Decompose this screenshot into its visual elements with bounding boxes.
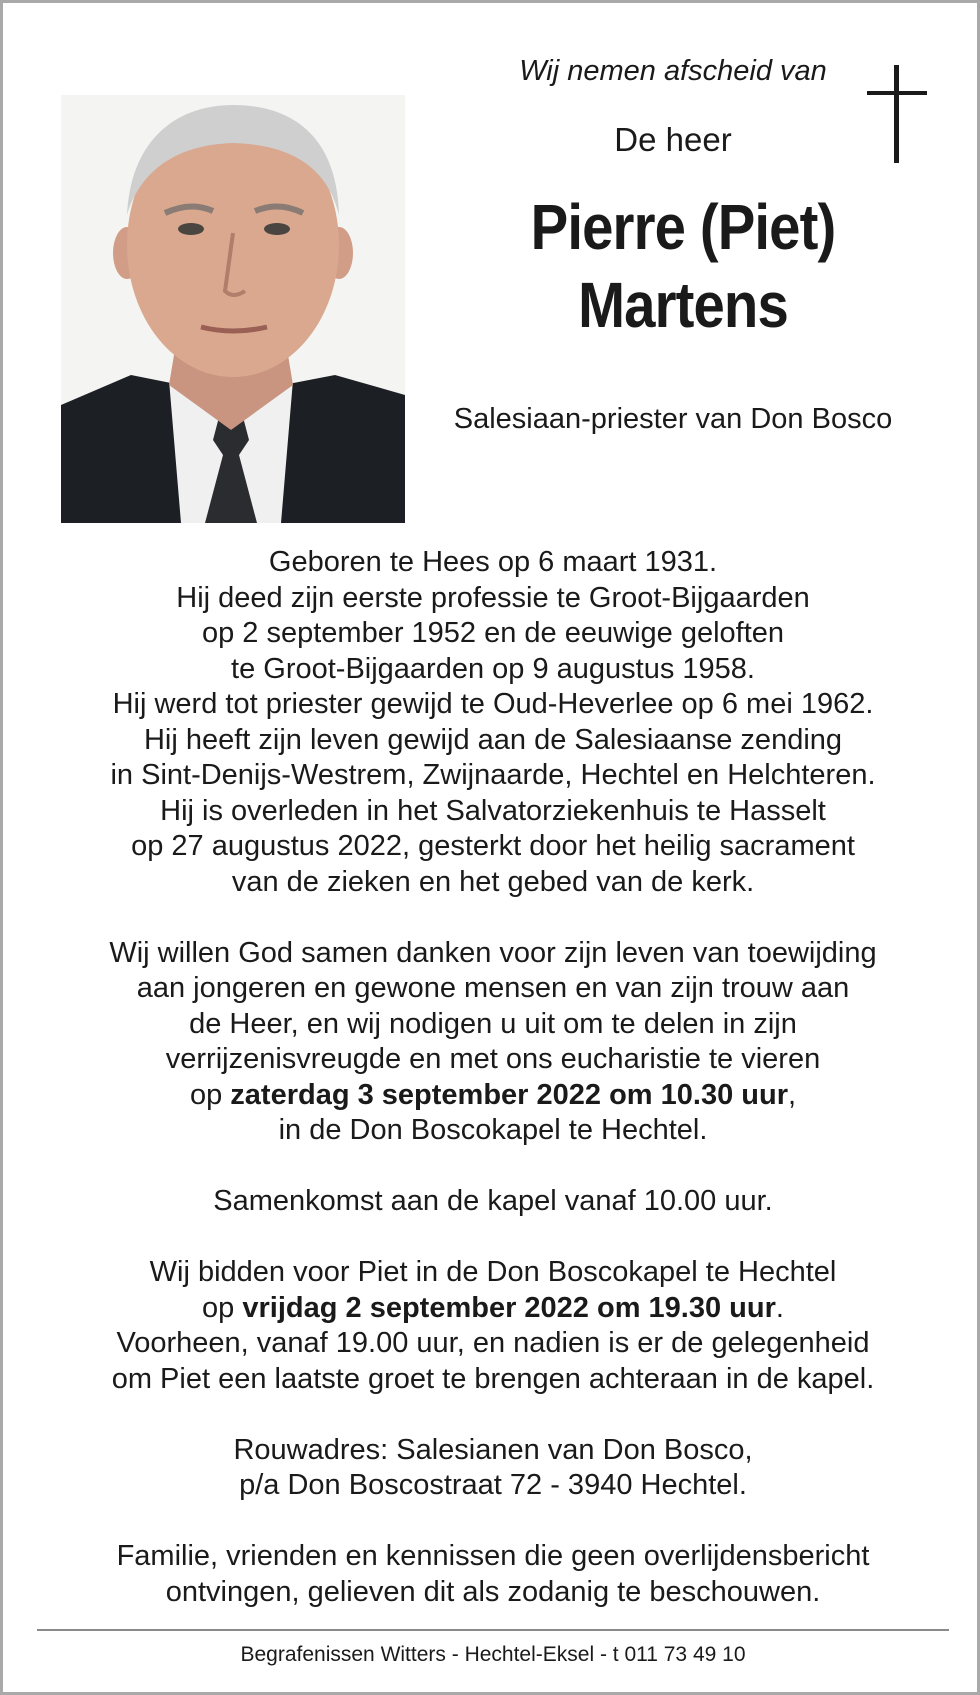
portrait-photo [61, 95, 405, 523]
bio-line: op 27 augustus 2022, gesterkt door het heilig sacrament [131, 830, 855, 862]
bio-line: op 2 september 1952 en de eeuwige geloften [201, 617, 785, 649]
service-line: aan jongeren en gewone mensen en van zijn trouw aan [136, 972, 850, 1004]
cross-icon [867, 65, 927, 163]
gathering [43, 1184, 943, 1220]
funeral-home-footer: Begrafenissen Witters - Hechtel-Eksel - t 011 73 49 10 [240, 1643, 746, 1666]
prayer-date-line [43, 1291, 943, 1327]
bio-line: Geboren te Hees op 6 maart 1931. [268, 546, 718, 578]
honorific: De heer [614, 121, 732, 158]
bio-line: te Groot-Bijgaarden op 9 augustus 1958. [231, 652, 755, 685]
biography [43, 545, 943, 900]
gathering-line: Samenkomst aan de kapel vanaf 10.00 uur. [213, 1185, 773, 1217]
bio-line: Hij werd tot priester gewijd te Oud-Heverlee op 6 mei 1962. [112, 688, 874, 720]
mourning-address [43, 1433, 943, 1504]
prayer-vigil [43, 1255, 943, 1397]
bio-line: Hij deed zijn eerste professie te Groot-Bijgaarden [176, 581, 810, 614]
service-date-line [43, 1078, 943, 1114]
address-line: p/a Don Boscostraat 72 - 3940 Hechtel. [239, 1469, 747, 1501]
service-date-prefix: op [189, 1078, 231, 1111]
prayer-date-prefix: op [202, 1291, 243, 1324]
role-text: Salesiaan-priester van Don Bosco [453, 403, 893, 435]
service-invitation [43, 936, 943, 1149]
prayer-line: Voorheen, vanaf 19.00 uur, en nadien is er de gelegenheid [116, 1327, 870, 1359]
notice-line: Familie, vrienden en kennissen die geen overlijdensbericht [116, 1540, 870, 1572]
service-line: de Heer, en wij nodigen u uit om te delen in zijn [189, 1007, 797, 1040]
portrait-illustration [61, 95, 405, 523]
prayer-date-suffix: . [775, 1291, 784, 1324]
bio-line: Hij heeft zijn leven gewijd aan de Salesiaanse zending [143, 723, 843, 756]
intro-text: Wij nemen afscheid van [519, 55, 827, 87]
bio-line: in Sint-Denijs-Westrem, Zwijnaarde, Hechtel en Helchteren. [110, 759, 876, 791]
notice-line: ontvingen, gelieven dit als zodanig te beschouwen. [165, 1575, 821, 1608]
footer-divider [37, 1629, 949, 1631]
bio-line: van de zieken en het gebed van de kerk. [231, 865, 755, 898]
prayer-date: vrijdag 2 september 2022 om 19.30 uur [242, 1291, 776, 1324]
name-line-1: Pierre (Piet) [530, 191, 836, 263]
service-location: in de Don Boscokapel te Hechtel. [278, 1114, 708, 1146]
service-date: zaterdag 3 september 2022 om 10.30 uur [230, 1078, 788, 1111]
prayer-line: Wij bidden voor Piet in de Don Boscokapel te Hechtel [149, 1256, 837, 1288]
prayer-line: om Piet een laatste groet te brengen achteraan in de kapel. [111, 1362, 875, 1395]
address-line: Rouwadres: Salesianen van Don Bosco, [233, 1433, 753, 1466]
bio-line: Hij is overleden in het Salvatorziekenhuis te Hasselt [160, 794, 826, 827]
announcement-body [43, 545, 943, 1610]
service-line: verrijzenisvreugde en met ons eucharistie te vieren [165, 1043, 821, 1075]
name-line-2: Martens [578, 269, 788, 341]
service-line: Wij willen God samen danken voor zijn leven van toewijding [109, 936, 877, 969]
service-date-suffix: , [787, 1078, 797, 1111]
deceased-name [498, 188, 868, 344]
notice [43, 1539, 943, 1610]
